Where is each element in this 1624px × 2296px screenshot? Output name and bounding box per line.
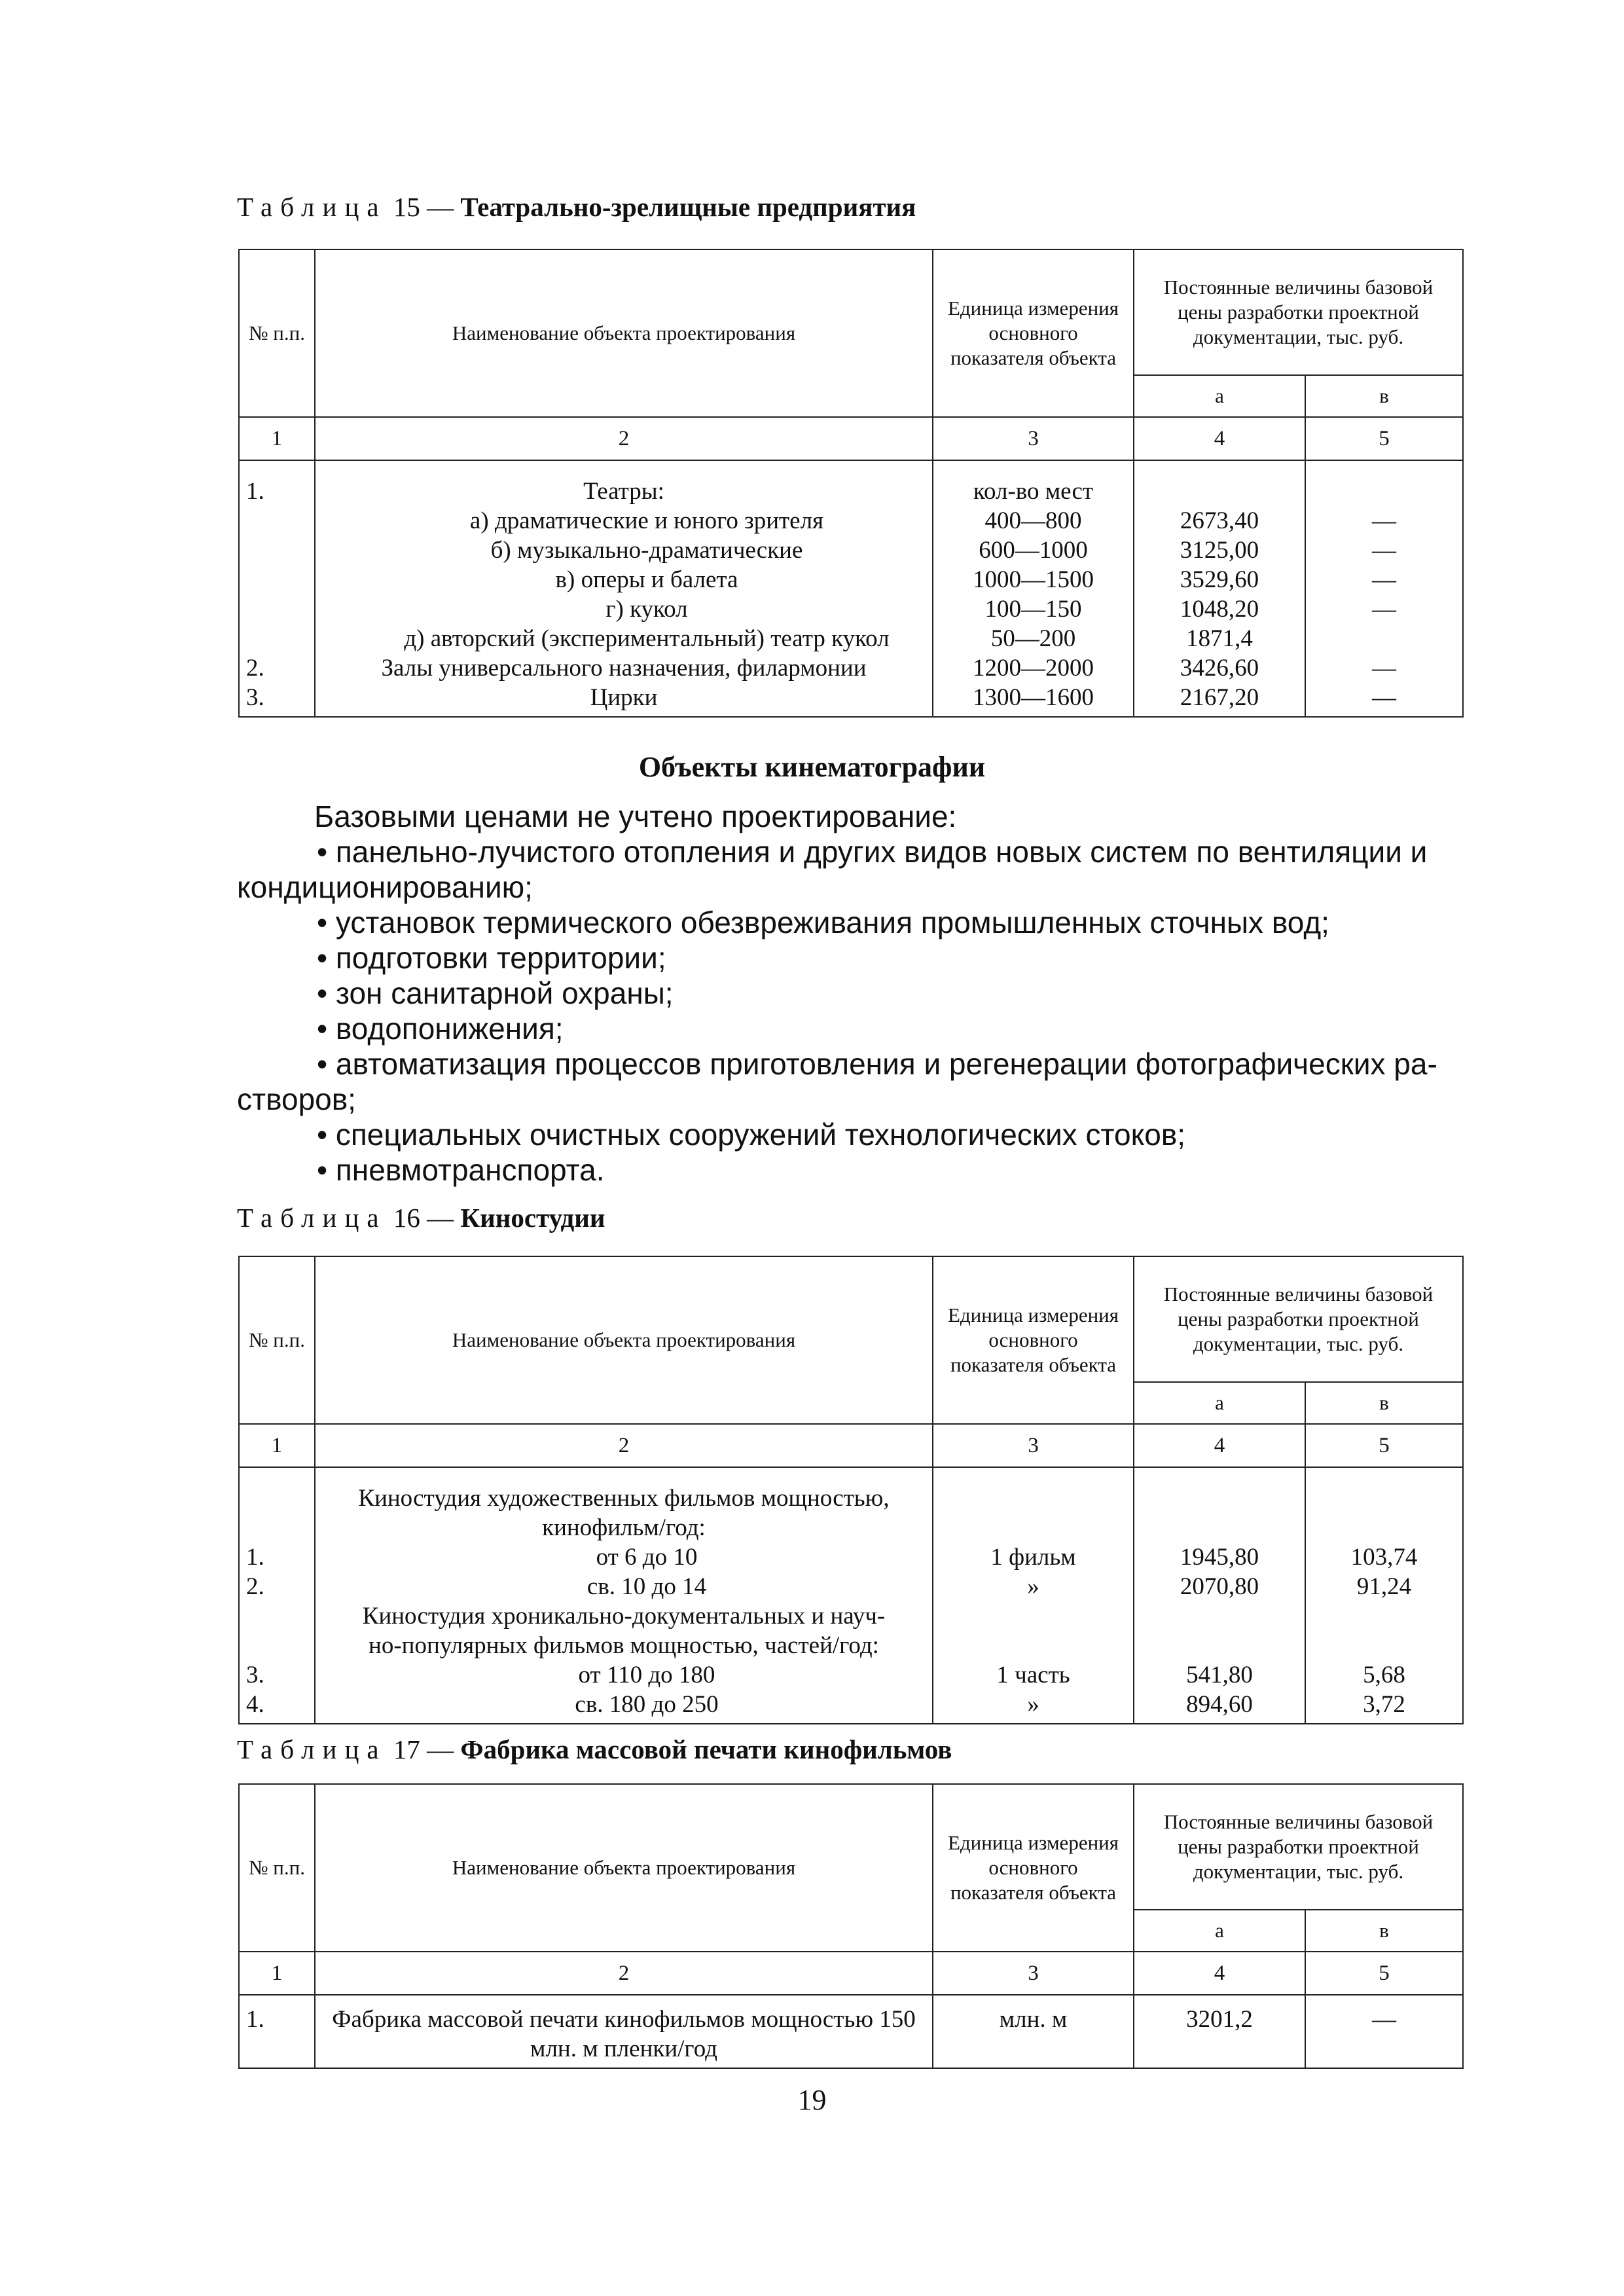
colnum-1: 1: [239, 1952, 315, 1995]
table16-row-name: но-популярных фильмов мощностью, частей/год:: [369, 1632, 879, 1659]
table16-row-no: 2.: [246, 1573, 264, 1600]
column-number-row: [239, 1424, 1463, 1467]
table16-row-v: [1312, 1601, 1456, 1631]
section-list-line: • специальных очистных сооружений технологических стоков;: [317, 1118, 1186, 1152]
table16-row-no: 1.: [246, 1544, 264, 1571]
table16-row-a: 894,60: [1186, 1691, 1253, 1718]
body-col-no: [239, 1467, 315, 1724]
header-no: № п.п.: [239, 1256, 315, 1424]
table15-row-v: —: [1372, 537, 1396, 564]
header-v: в: [1305, 1382, 1463, 1424]
colnum-3: 3: [933, 1424, 1134, 1467]
body-col-v: [1305, 1995, 1463, 2068]
table15-row-a: 3125,00: [1180, 537, 1259, 564]
table15-row-unit: 1200—2000: [973, 655, 1094, 682]
header-v: в: [1305, 375, 1463, 417]
table16-number: 16 —: [393, 1203, 461, 1233]
table15-row-a: 2167,20: [1180, 684, 1259, 711]
table16-row-v: [1312, 1631, 1456, 1660]
header-a: а: [1134, 1910, 1305, 1952]
table15-number: 15 —: [393, 192, 461, 222]
header-unit: Единица измерения основного показателя объекта: [933, 1784, 1134, 1952]
table16-row-no: 3.: [246, 1662, 264, 1688]
table15-body: [239, 460, 1463, 717]
table17-title: Фабрика массовой печати кинофильмов: [460, 1734, 952, 1764]
table16-row-no: [246, 1513, 308, 1542]
section-intro: Базовыми ценами не учтено проектирование:: [314, 799, 957, 833]
header-const: Постоянные величины базовой цены разработки проектной документации, тыс. руб.: [1134, 1784, 1463, 1910]
section-list-line: • панельно-лучистого отопления и других видов новых систем по вентиляции и: [317, 835, 1428, 869]
colnum-1: 1: [239, 1424, 315, 1467]
table16-row-a: [1141, 1601, 1298, 1631]
table17-row-no: 1.: [246, 2006, 264, 2033]
table16-caption: [237, 1202, 605, 1233]
section-list-line: • подготовки территории;: [317, 941, 666, 975]
table16-row-name: кинофильм/год:: [542, 1514, 706, 1541]
table15-row-unit: 50—200: [990, 625, 1076, 652]
table17: [238, 1783, 1464, 2069]
table15-row-v: —: [1372, 507, 1396, 534]
table16-row-a: [1141, 1484, 1298, 1513]
table16: [238, 1256, 1464, 1724]
table16-row-no: 4.: [246, 1691, 264, 1718]
table16-row-no: [246, 1601, 308, 1631]
body-col-v: [1305, 1467, 1463, 1724]
table15-row-name: д) авторский (экспериментальный) театр кукол: [404, 625, 890, 652]
table17-row-unit: млн. м: [999, 2006, 1068, 2033]
table15-row-name: б) музыкально-драматические: [490, 537, 803, 564]
table17-number: 17 —: [393, 1734, 461, 1764]
table15-row-unit: кол-во мест: [973, 478, 1094, 505]
section-list-line: • пневмотранспорта.: [317, 1153, 605, 1187]
table16-row-v: [1312, 1513, 1456, 1542]
table17-body: [239, 1995, 1463, 2068]
body-col-a: [1134, 1995, 1305, 2068]
table15-row-v: —: [1372, 566, 1396, 593]
table16-body: [239, 1467, 1463, 1724]
table17-row-a: 3201,2: [1186, 2006, 1253, 2033]
table15-row-no: 3.: [246, 684, 264, 711]
table15-row-v: —: [1372, 684, 1396, 711]
table15-row-name: Цирки: [590, 684, 658, 711]
table15-row-unit: 1000—1500: [973, 566, 1094, 593]
table15-row-v: —: [1372, 596, 1396, 623]
table15-caption: [237, 191, 916, 223]
table16-row-a: [1141, 1631, 1298, 1660]
table16-label: Таблица: [237, 1203, 387, 1233]
table15-row-v: [1312, 624, 1456, 653]
table15-row-no: [246, 594, 308, 624]
table15-row-no: [246, 624, 308, 653]
section-list: [237, 834, 1468, 1188]
table17-row-v: —: [1372, 2006, 1396, 2033]
header-unit: Единица измерения основного показателя объекта: [933, 249, 1134, 417]
body-col-no: [239, 1995, 315, 2068]
colnum-5: 5: [1305, 417, 1463, 460]
table16-row-a: 1945,80: [1180, 1544, 1259, 1571]
table16-row-name: св. 180 до 250: [575, 1691, 719, 1718]
section-list-line: • водопонижения;: [317, 1011, 564, 1046]
body-col-name: [315, 460, 933, 717]
table15-row-a: [1141, 477, 1298, 506]
section-list-line: • установок термического обезвреживания промышленных сточных вод;: [317, 905, 1329, 939]
table16-row-no: [246, 1484, 308, 1513]
table16-row-unit: [940, 1484, 1127, 1513]
table16-row-a: [1141, 1513, 1298, 1542]
table16-row-v: 3,72: [1363, 1691, 1405, 1718]
header-const: Постоянные величины базовой цены разработки проектной документации, тыс. руб.: [1134, 1256, 1463, 1382]
table15-row-unit: 1300—1600: [973, 684, 1094, 711]
table17-caption: [237, 1734, 952, 1765]
body-col-a: [1134, 460, 1305, 717]
table15-label: Таблица: [237, 192, 387, 222]
table16-row-v: [1312, 1484, 1456, 1513]
table15-row-name: а) драматические и юного зрителя: [469, 507, 824, 534]
table15-row-no: 2.: [246, 655, 264, 682]
colnum-3: 3: [933, 417, 1134, 460]
table16-row-unit: »: [1027, 1691, 1039, 1718]
table16-row-v: 5,68: [1363, 1662, 1405, 1688]
table15-row-v: —: [1372, 655, 1396, 682]
table15-row-name: Театры:: [583, 478, 664, 505]
table15-row-no: 1.: [246, 478, 264, 505]
colnum-4: 4: [1134, 1952, 1305, 1995]
body-col-unit: [933, 1467, 1134, 1724]
colnum-4: 4: [1134, 1424, 1305, 1467]
table16-row-name: св. 10 до 14: [586, 1573, 707, 1600]
table15-row-a: 2673,40: [1180, 507, 1259, 534]
table16-row-unit: 1 фильм: [990, 1544, 1076, 1571]
header-a: а: [1134, 1382, 1305, 1424]
colnum-1: 1: [239, 417, 315, 460]
table16-row-a: 2070,80: [1180, 1573, 1259, 1600]
table16-row-unit: »: [1027, 1573, 1039, 1600]
table16-row-no: [246, 1631, 308, 1660]
column-number-row: [239, 417, 1463, 460]
table15-row-a: 3426,60: [1180, 655, 1259, 682]
section-list-line: • зон санитарной охраны;: [317, 976, 674, 1010]
table15-row-name: г) кукол: [605, 596, 688, 623]
table15-title: Театрально-зрелищные предприятия: [460, 192, 916, 222]
table15-row-no: [246, 536, 308, 565]
colnum-5: 5: [1305, 1952, 1463, 1995]
header-unit: Единица измерения основного показателя объекта: [933, 1256, 1134, 1424]
colnum-5: 5: [1305, 1424, 1463, 1467]
colnum-2: 2: [315, 1952, 933, 1995]
table16-row-unit: 1 часть: [996, 1662, 1070, 1688]
section-heading: Объекты кинематографии: [638, 751, 986, 783]
colnum-2: 2: [315, 1424, 933, 1467]
section-paragraph: [237, 799, 1468, 1188]
body-col-a: [1134, 1467, 1305, 1724]
table16-row-name: от 110 до 180: [578, 1662, 715, 1688]
header-no: № п.п.: [239, 249, 315, 417]
body-col-name: [315, 1467, 933, 1724]
table15-row-name: Залы универсального назначения, филармонии: [381, 655, 867, 682]
table15-row-a: 1048,20: [1180, 596, 1259, 623]
table15-row-unit: 400—800: [984, 507, 1082, 534]
colnum-4: 4: [1134, 417, 1305, 460]
table16-row-unit: [940, 1631, 1127, 1660]
table15: [238, 249, 1464, 718]
body-col-unit: [933, 460, 1134, 717]
table16-row-unit: [940, 1513, 1127, 1542]
header-name: Наименование объекта проектирования: [315, 1256, 933, 1424]
header-a: а: [1134, 375, 1305, 417]
body-col-name: [315, 1995, 933, 2068]
page-number: 19: [797, 2084, 827, 2116]
table15-row-a: 3529,60: [1180, 566, 1259, 593]
colnum-2: 2: [315, 417, 933, 460]
table15-row-unit: 100—150: [984, 596, 1082, 623]
table15-row-unit: 600—1000: [979, 537, 1088, 564]
section-list-line: • автоматизация процессов приготовления и регенерации фотографических ра-: [317, 1047, 1437, 1081]
table16-row-name: Киностудия хроникально-документальных и науч-: [362, 1603, 886, 1630]
table15-row-no: [246, 565, 308, 594]
table16-row-a: 541,80: [1186, 1662, 1253, 1688]
colnum-3: 3: [933, 1952, 1134, 1995]
header-no: № п.п.: [239, 1784, 315, 1952]
section-list-line: створов;: [237, 1082, 356, 1116]
section-list-line: кондиционированию;: [237, 870, 533, 904]
table16-row-v: 103,74: [1350, 1544, 1418, 1571]
table16-row-name: Киностудия художественных фильмов мощностью,: [358, 1485, 890, 1512]
table16-row-name: от 6 до 10: [596, 1544, 698, 1571]
table15-row-v: [1312, 477, 1456, 506]
table16-title: Киностудии: [460, 1203, 605, 1233]
header-v: в: [1305, 1910, 1463, 1952]
table17-label: Таблица: [237, 1734, 387, 1764]
header-name: Наименование объекта проектирования: [315, 1784, 933, 1952]
header-name: Наименование объекта проектирования: [315, 249, 933, 417]
table16-row-unit: [940, 1601, 1127, 1631]
table15-row-no: [246, 506, 308, 536]
body-col-v: [1305, 460, 1463, 717]
table16-row-v: 91,24: [1356, 1573, 1412, 1600]
header-const: Постоянные величины базовой цены разработки проектной документации, тыс. руб.: [1134, 249, 1463, 375]
table15-row-a: 1871,4: [1186, 625, 1253, 652]
table17-row-name: Фабрика массовой печати кинофильмов мощностью 150 млн. м пленки/год: [332, 2006, 916, 2062]
table15-row-name: в) оперы и балета: [555, 566, 738, 593]
column-number-row: [239, 1952, 1463, 1995]
body-col-no: [239, 460, 315, 717]
body-col-unit: [933, 1995, 1134, 2068]
